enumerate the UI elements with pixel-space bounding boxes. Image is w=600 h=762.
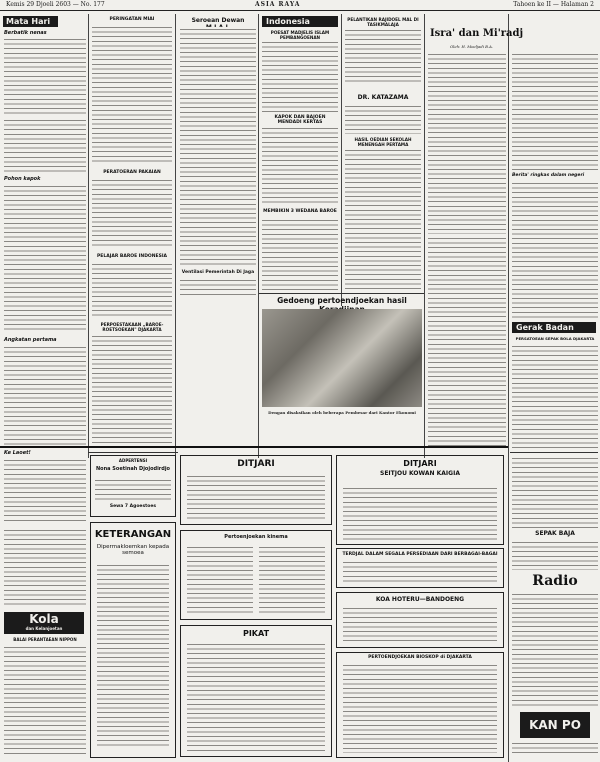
ad-box-persediaan <box>336 548 504 588</box>
ad-title: PERTOENDJOEKAN BIOSKOP di DJAKARTA <box>368 655 472 660</box>
column-rule <box>424 14 425 458</box>
divider <box>259 293 424 294</box>
article-body <box>4 645 86 757</box>
ad-subtitle: Dipermakloemkan kepada semoea <box>96 544 170 556</box>
article-body <box>92 334 172 444</box>
article-heading: BALAI PERANTAEAN NIPPON <box>13 637 77 642</box>
article-body <box>262 126 338 206</box>
section-banner-mata-hari: Mata Hari <box>3 16 58 27</box>
article-heading: Berbatik nenas <box>4 30 47 36</box>
article-heading: KAPOK DAN BAJOEN MENDADI KERTAS <box>274 115 326 125</box>
article-heading: MEMBIKIN 3 WEDANA BAROE <box>263 209 337 214</box>
column-rule <box>88 14 89 458</box>
masthead <box>0 0 600 11</box>
ad-box-nona-soetinah <box>90 455 176 517</box>
ad-box-seitjou <box>336 455 504 545</box>
divider <box>510 452 598 453</box>
article-body <box>345 104 421 134</box>
newspaper-title: ASIA RAYA <box>255 1 301 8</box>
photo-caption: Dengan disaksikan oleh beberapa Pembesar dari Kantor Ekonomi <box>268 410 416 415</box>
kola-subtitle: dan Kelanjoetan <box>25 626 63 631</box>
divider <box>88 452 178 453</box>
ad-header: ADPERTENSI <box>118 458 148 463</box>
article-body <box>92 178 172 248</box>
ads-divider <box>0 446 508 448</box>
column-rule <box>175 14 176 458</box>
issue-number: Tahoen ke II — Halaman 2 <box>513 1 594 8</box>
exhibition-photo <box>262 309 422 407</box>
article-heading: Berita' ringkas dalam negeri <box>512 173 585 178</box>
ad-box-koa-hoteru <box>336 592 504 648</box>
article-body <box>180 278 256 298</box>
column-rule <box>341 14 342 306</box>
article-body <box>428 236 506 446</box>
article-body <box>4 458 86 524</box>
column-rule <box>508 14 509 762</box>
article-heading: PELAJAR BAROE INDONESIA <box>97 254 167 259</box>
article-heading: Ke Laoet! <box>4 450 31 456</box>
section-banner-indonesia: Indonesia <box>262 16 338 27</box>
ad-box-ditjari <box>180 455 332 525</box>
article-heading: POESAT MADJELIS ISLAM PEMBANGOENAN <box>270 30 330 40</box>
kola-title: Kola <box>29 612 59 626</box>
article-heading: Pohon kapok <box>4 176 41 182</box>
article-body <box>4 345 86 445</box>
article-body <box>512 540 598 570</box>
ad-line: Nona Soetinah Djojodirdjo <box>96 466 170 472</box>
kan-po-banner: KAN PO <box>520 712 590 738</box>
article-body <box>512 592 598 708</box>
article-heading: SEPAK BAJA <box>535 530 575 537</box>
article-body <box>512 52 598 170</box>
column-rule <box>258 14 259 458</box>
article-heading: HASIL OEDIAN SEKOLAH MENENGAH PERTAMA <box>354 137 412 147</box>
ad-title: TERDJAL DALAM SEGALA PERSEDIAAN DARI BERBAGAI-BAGAI <box>342 552 498 557</box>
article-heading: PERINGATAN MIAI <box>109 17 155 22</box>
article-heading: PERSATOEAN SEPAK BOLA DJAKARTA <box>515 336 595 341</box>
ad-box-keterangan <box>90 522 176 758</box>
ad-line: SEITJOU KOWAN KAIGIA <box>380 470 460 477</box>
article-body <box>512 741 598 757</box>
article-body <box>262 218 338 290</box>
photo-headline: Gedoeng pertoendjoekan hasil <box>277 296 407 305</box>
article-body <box>512 344 598 450</box>
ad-title: DITJARI <box>403 459 437 468</box>
article-heading: DR. KATAZAMA <box>357 94 409 101</box>
ad-box-pikat <box>180 625 332 757</box>
section-banner-kola <box>4 612 84 634</box>
article-body <box>4 118 86 174</box>
ad-title: KETERANGAN <box>94 529 172 540</box>
article-body <box>345 148 421 290</box>
ad-box-bioskop <box>336 652 504 758</box>
radio-heading: Radio <box>532 573 578 589</box>
ad-line: Sewa 7 Agoestoes <box>109 504 157 509</box>
article-body <box>92 262 172 318</box>
article-body <box>512 181 598 319</box>
ad-title: DITJARI <box>237 459 275 469</box>
article-body <box>428 52 506 234</box>
article-heading: PERPOESTAKAAN „BAROE-ROETSOEKAN" DJAKARTA <box>100 322 164 332</box>
article-body <box>512 456 598 528</box>
article-body <box>345 28 421 84</box>
article-heading: Angkatan pertama <box>4 337 57 343</box>
article-heading: Ventilasi Pemerintah Di Jaga <box>181 270 255 275</box>
byline: Oleh: H. Moeljadi B.A. <box>450 44 494 49</box>
ad-title: KOA HOTERU—BANDOENG <box>375 596 465 603</box>
article-body <box>262 40 338 112</box>
article-body <box>4 528 86 608</box>
section-banner-gerak-badan: Gerak Badan <box>512 322 596 333</box>
article-body <box>180 27 256 267</box>
article-heading: PELANTIKAN RAJIDOEL MAL DI TASIKMALAJA <box>347 17 419 27</box>
article-heading: Seroean Dewan <box>191 17 245 24</box>
article-body <box>4 37 86 115</box>
article-title-isra-miradj: Isra' dan Mi'radj <box>430 28 524 39</box>
article-body <box>92 25 172 165</box>
issue-date: Kemis 29 Djoeli 2603 — No. 177 <box>6 1 105 8</box>
ad-box-kinema <box>180 530 332 620</box>
article-heading: PERATOERAN PAKAIAN <box>103 170 161 175</box>
ad-title: Pertoenjoekan kinema <box>224 534 288 540</box>
ad-title: PIKAT <box>242 629 270 638</box>
article-body <box>4 184 86 332</box>
